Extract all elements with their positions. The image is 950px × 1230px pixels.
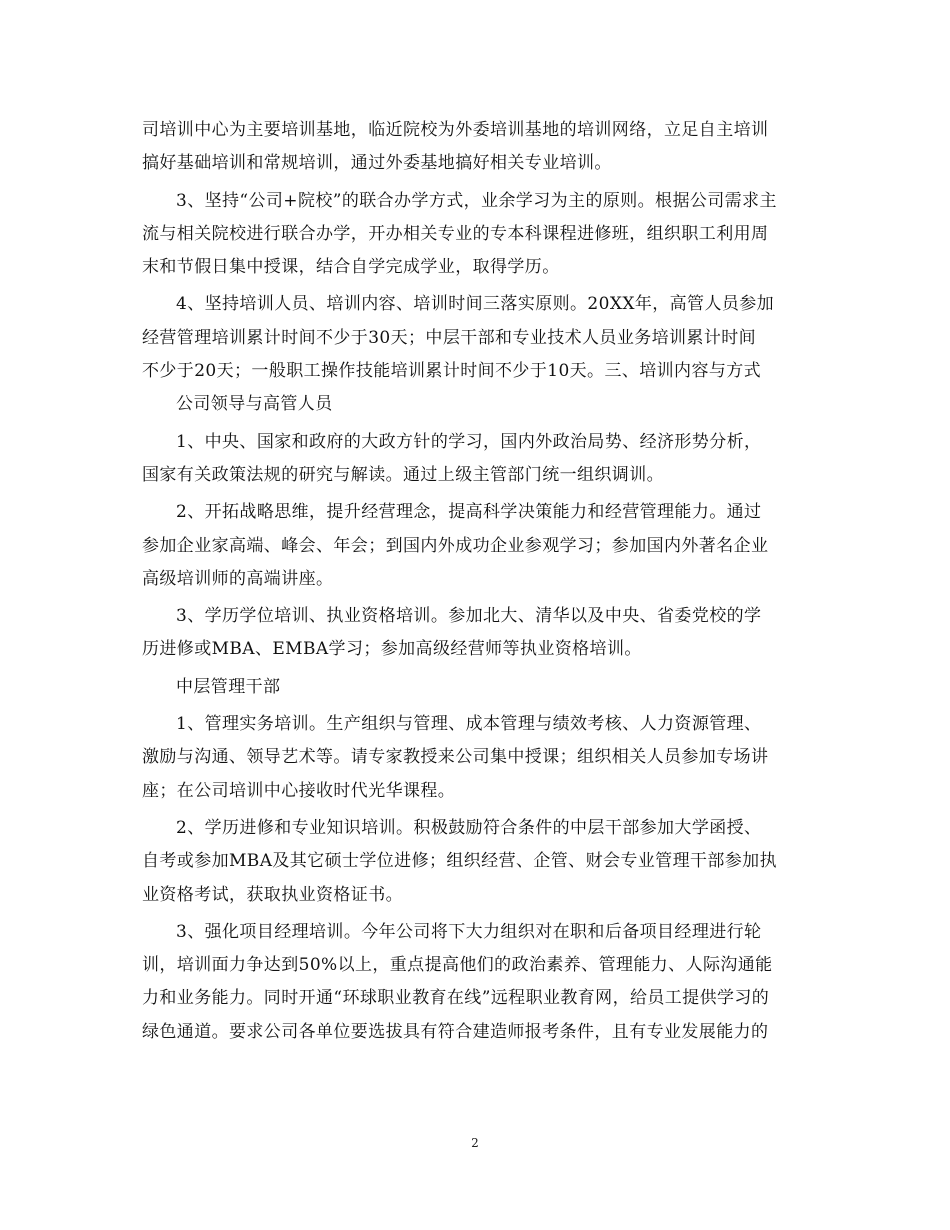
text-line: 流与相关院校进行联合办学，开办相关专业的专本科课程进修班，组织职工利用周 — [142, 223, 769, 244]
text-line: 2、开拓战略思维，提升经营理念，提高科学决策能力和经营管理能力。通过 — [176, 502, 762, 523]
text-line: 业资格考试，获取执业资格证书。 — [142, 884, 403, 905]
document-body — [142, 114, 812, 1049]
text-line: 1、管理实务培训。生产组织与管理、成本管理与绩效考核、人力资源管理、 — [176, 714, 762, 735]
text-line: 司培训中心为主要培训基地，临近院校为外委培训基地的培训网络，立足自主培训 — [142, 120, 769, 140]
paragraph — [142, 812, 812, 912]
paragraph — [142, 114, 812, 181]
text-line: 力和业务能力。同时开通“环球职业教育在线”远程职业教育网，给员工提供学习的 — [142, 988, 770, 1009]
text-line: 国家有关政策法规的研究与解读。通过上级主管部门统一组织调训。 — [142, 464, 664, 485]
text-line: 公司领导与高管人员 — [176, 394, 333, 415]
paragraph — [142, 916, 812, 1049]
text-line: 激励与沟通、领导艺术等。请专家教授来公司集中授课；组织相关人员参加专场讲 — [142, 747, 769, 768]
text-line: 3、坚持“公司+院校”的联合办学方式，业余学习为主的原则。根据公司需求主 — [176, 190, 777, 211]
text-line: 绿色通道。要求公司各单位要选拔具有符合建造师报考条件，且有专业发展能力的 — [142, 1021, 769, 1042]
text-line: 经营管理培训累计时间不少于30天；中层干部和专业技术人员业务培训累计时间 — [142, 327, 757, 348]
paragraph — [142, 288, 812, 388]
text-line: 搞好基础培训和常规培训，通过外委基地搞好相关专业培训。 — [142, 153, 612, 174]
paragraph — [142, 426, 812, 493]
text-line: 高级培训师的高端讲座。 — [142, 568, 334, 589]
section-subheading — [142, 388, 812, 421]
text-line: 自考或参加MBA及其它硕士学位进修；组织经营、企管、财会专业管理干部参加执 — [142, 851, 777, 872]
section-subheading — [142, 671, 812, 704]
text-line: 3、学历学位培训、执业资格培训。参加北大、清华以及中央、省委党校的学 — [176, 606, 762, 627]
text-line: 历进修或MBA、EMBA学习；参加高级经营师等执业资格培训。 — [142, 639, 642, 660]
text-line: 2、学历进修和专业知识培训。积极鼓励符合条件的中层干部参加大学函授、 — [176, 817, 762, 838]
text-line: 1、中央、国家和政府的大政方针的学习，国内外政治局势、经济形势分析， — [176, 431, 762, 452]
text-line: 3、强化项目经理培训。今年公司将下大力组织对在职和后备项目经理进行轮 — [176, 921, 762, 942]
text-line: 参加企业家高端、峰会、年会；到国内外成功企业参观学习；参加国内外著名企业 — [142, 535, 769, 556]
text-line: 训，培训面力争达到50%以上，重点提高他们的政治素养、管理能力、人际沟通能 — [142, 955, 773, 976]
page-number: 2 — [471, 1136, 479, 1150]
text-line: 4、坚持培训人员、培训内容、培训时间三落实原则。20XX年，高管人员参加 — [176, 294, 775, 315]
text-line: 不少于20天；一般职工操作技能培训累计时间不少于10天。三、培训内容与方式 — [142, 361, 762, 382]
paragraph — [142, 600, 812, 667]
paragraph — [142, 496, 812, 596]
text-line: 末和节假日集中授课，结合自学完成学业，取得学历。 — [142, 257, 560, 278]
paragraph — [142, 708, 812, 808]
text-line: 中层管理干部 — [176, 676, 281, 697]
paragraph — [142, 185, 812, 285]
text-line: 座；在公司培训中心接收时代光华课程。 — [142, 780, 456, 801]
